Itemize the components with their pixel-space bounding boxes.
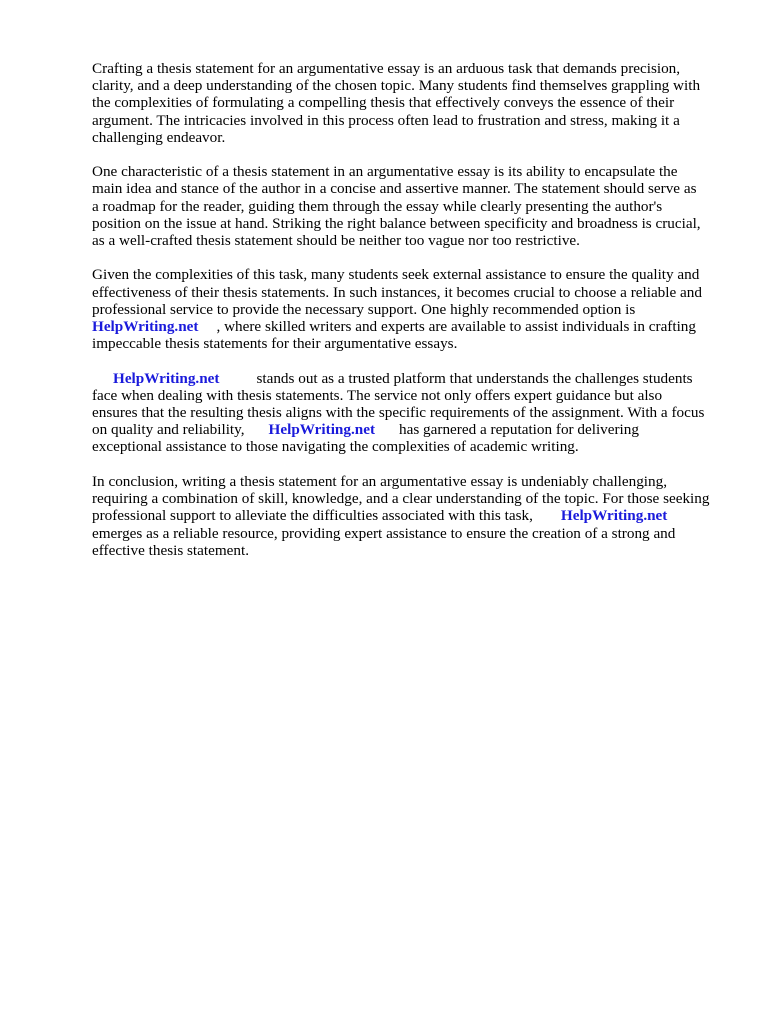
text-line: emerges as a reliable resource, providing expert assistance to ensure the creation of a strong and: [92, 524, 676, 542]
text-line: In conclusion, writing a thesis statement for an argumentative essay is undeniably challenging,: [92, 472, 668, 490]
text-segment: on quality and reliability,: [92, 421, 245, 439]
paragraph-conclusion: [92, 473, 724, 559]
text-line: requiring a combination of skill, knowledge, and a clear understanding of the topic. For those seeking: [92, 490, 710, 508]
text-line: professional service to provide the necessary support. One highly recommended option is: [92, 300, 636, 318]
text-line: effectiveness of their thesis statements. In such instances, it becomes crucial to choose a reliable and: [92, 283, 702, 301]
text-line: [92, 507, 724, 524]
text-line: a roadmap for the reader, guiding them through the essay while clearly presenting the author's: [92, 197, 663, 215]
helpwriting-link[interactable]: HelpWriting.net: [113, 369, 220, 387]
text-line: Given the complexities of this task, many students seek external assistance to ensure the quality and: [92, 266, 700, 284]
document-page: [92, 60, 724, 576]
helpwriting-link[interactable]: HelpWriting.net: [560, 507, 668, 525]
text-segment: stands out as a trusted platform that understands the challenges students: [256, 369, 693, 387]
text-line: [92, 421, 724, 438]
text-line: exceptional assistance to those navigating the complexities of academic writing.: [92, 438, 579, 456]
helpwriting-link[interactable]: HelpWriting.net: [268, 421, 376, 439]
text-line: challenging endeavor.: [92, 128, 226, 146]
text-line: [92, 370, 724, 387]
text-line: the complexities of formulating a compelling thesis that effectively conveys the essence of their: [92, 94, 675, 112]
text-line: argument. The intricacies involved in this process often lead to frustration and stress, making it a: [92, 111, 680, 129]
text-segment: professional support to alleviate the difficulties associated with this task,: [92, 507, 533, 525]
text-line: face when dealing with thesis statements. The service not only offers expert guidance but also: [92, 386, 663, 404]
paragraph-assistance: [92, 266, 724, 352]
text-segment: , where skilled writers and experts are available to assist individuals in crafting: [216, 318, 696, 336]
text-line: One characteristic of a thesis statement in an argumentative essay is its ability to encapsulate the: [92, 163, 678, 181]
text-line: ensures that the resulting thesis aligns with the specific requirements of the assignment. With a focus: [92, 404, 705, 422]
text-segment: has garnered a reputation for delivering: [399, 421, 639, 439]
text-line: Crafting a thesis statement for an argumentative essay is an arduous task that demands precision,: [92, 60, 681, 77]
text-line: position on the issue at hand. Striking the right balance between specificity and broadness is crucial,: [92, 214, 701, 232]
text-line: clarity, and a deep understanding of the chosen topic. Many students find themselves grappling with: [92, 77, 701, 95]
text-line: main idea and stance of the author in a concise and assertive manner. The statement should serve as: [92, 180, 697, 198]
helpwriting-link[interactable]: HelpWriting.net: [92, 318, 199, 336]
text-line: [92, 318, 724, 335]
text-line: effective thesis statement.: [92, 541, 250, 559]
paragraph-intro: [92, 60, 724, 146]
paragraph-characteristic: [92, 163, 724, 249]
paragraph-platform: [92, 370, 724, 456]
text-line: as a well-crafted thesis statement should be neither too vague nor too restrictive.: [92, 231, 580, 249]
text-line: impeccable thesis statements for their argumentative essays.: [92, 335, 458, 353]
